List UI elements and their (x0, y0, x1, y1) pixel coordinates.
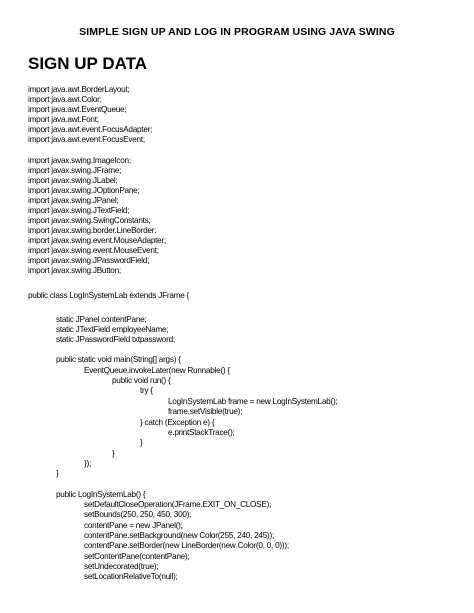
code-line: public LogInSystemLab() { (56, 490, 146, 499)
code-line: setUndecorated(true); (84, 562, 159, 571)
code-line: contentPane = new JPanel(); (84, 521, 183, 530)
code-line: import java.awt.event.FocusAdapter; (28, 125, 153, 134)
code-line: static JTextField employeeName; (56, 325, 169, 334)
code-line: contentPane.setBorder(new LineBorder(new Color(0, 0, 0))); (84, 541, 289, 550)
code-line: import javax.swing.SwingConstants; (28, 216, 151, 225)
code-line: frame.setVisible(true); (168, 407, 243, 416)
code-line: public class LogInSystemLab extends JFrame { (28, 291, 190, 300)
code-line: setBounds(250, 250, 450, 300); (84, 510, 192, 519)
code-line: import javax.swing.JPasswordField; (28, 256, 150, 265)
code-line: import javax.swing.JLabel; (28, 176, 118, 185)
code-line: }); (84, 459, 91, 468)
code-line: setContentPane(contentPane); (84, 552, 190, 561)
code-line: import java.awt.BorderLayout; (28, 85, 130, 94)
document-title: SIMPLE SIGN UP AND LOG IN PROGRAM USING JAVA SWING (79, 26, 395, 38)
code-line: import javax.swing.JPanel; (28, 196, 119, 205)
code-line: import java.awt.Font; (28, 115, 99, 124)
code-line: } (140, 438, 143, 447)
code-line: LogInSystemLab frame = new LogInSystemLab(); (168, 397, 338, 406)
code-line: import javax.swing.JOptionPane; (28, 186, 140, 195)
code-line: e.printStackTrace(); (168, 428, 235, 437)
code-line: import javax.swing.event.MouseAdapter; (28, 236, 166, 245)
code-line: } (112, 449, 115, 458)
code-line: EventQueue.invokeLater(new Runnable() { (84, 366, 230, 375)
code-line: import java.awt.EventQueue; (28, 105, 127, 114)
code-line: public void run() { (112, 376, 171, 385)
code-line: import javax.swing.event.MouseEvent; (28, 246, 159, 255)
code-line: import javax.swing.border.LineBorder; (28, 226, 157, 235)
code-line: public static void main(String[] args) { (56, 355, 181, 364)
code-line: } catch (Exception e) { (140, 418, 215, 427)
code-line: } (56, 469, 59, 478)
code-line: import javax.swing.JFrame; (28, 166, 122, 175)
code-line: contentPane.setBackground(new Color(255, 240, 245)); (84, 531, 274, 540)
code-line: import javax.swing.JTextField; (28, 206, 130, 215)
code-line: import java.awt.Color; (28, 95, 102, 104)
code-line: import javax.swing.JButton; (28, 266, 121, 275)
code-line: static JPasswordField txtpassword; (56, 335, 175, 344)
code-line: setLocationRelativeTo(null); (84, 572, 178, 581)
section-heading: SIGN UP DATA (28, 54, 148, 73)
code-line: try { (140, 386, 153, 395)
code-line: static JPanel contentPane; (56, 315, 147, 324)
code-line: import javax.swing.ImageIcon; (28, 156, 131, 165)
code-line: setDefaultCloseOperation(JFrame.EXIT_ON_CLOSE); (84, 500, 272, 509)
code-line: import java.awt.event.FocusEvent; (28, 135, 145, 144)
